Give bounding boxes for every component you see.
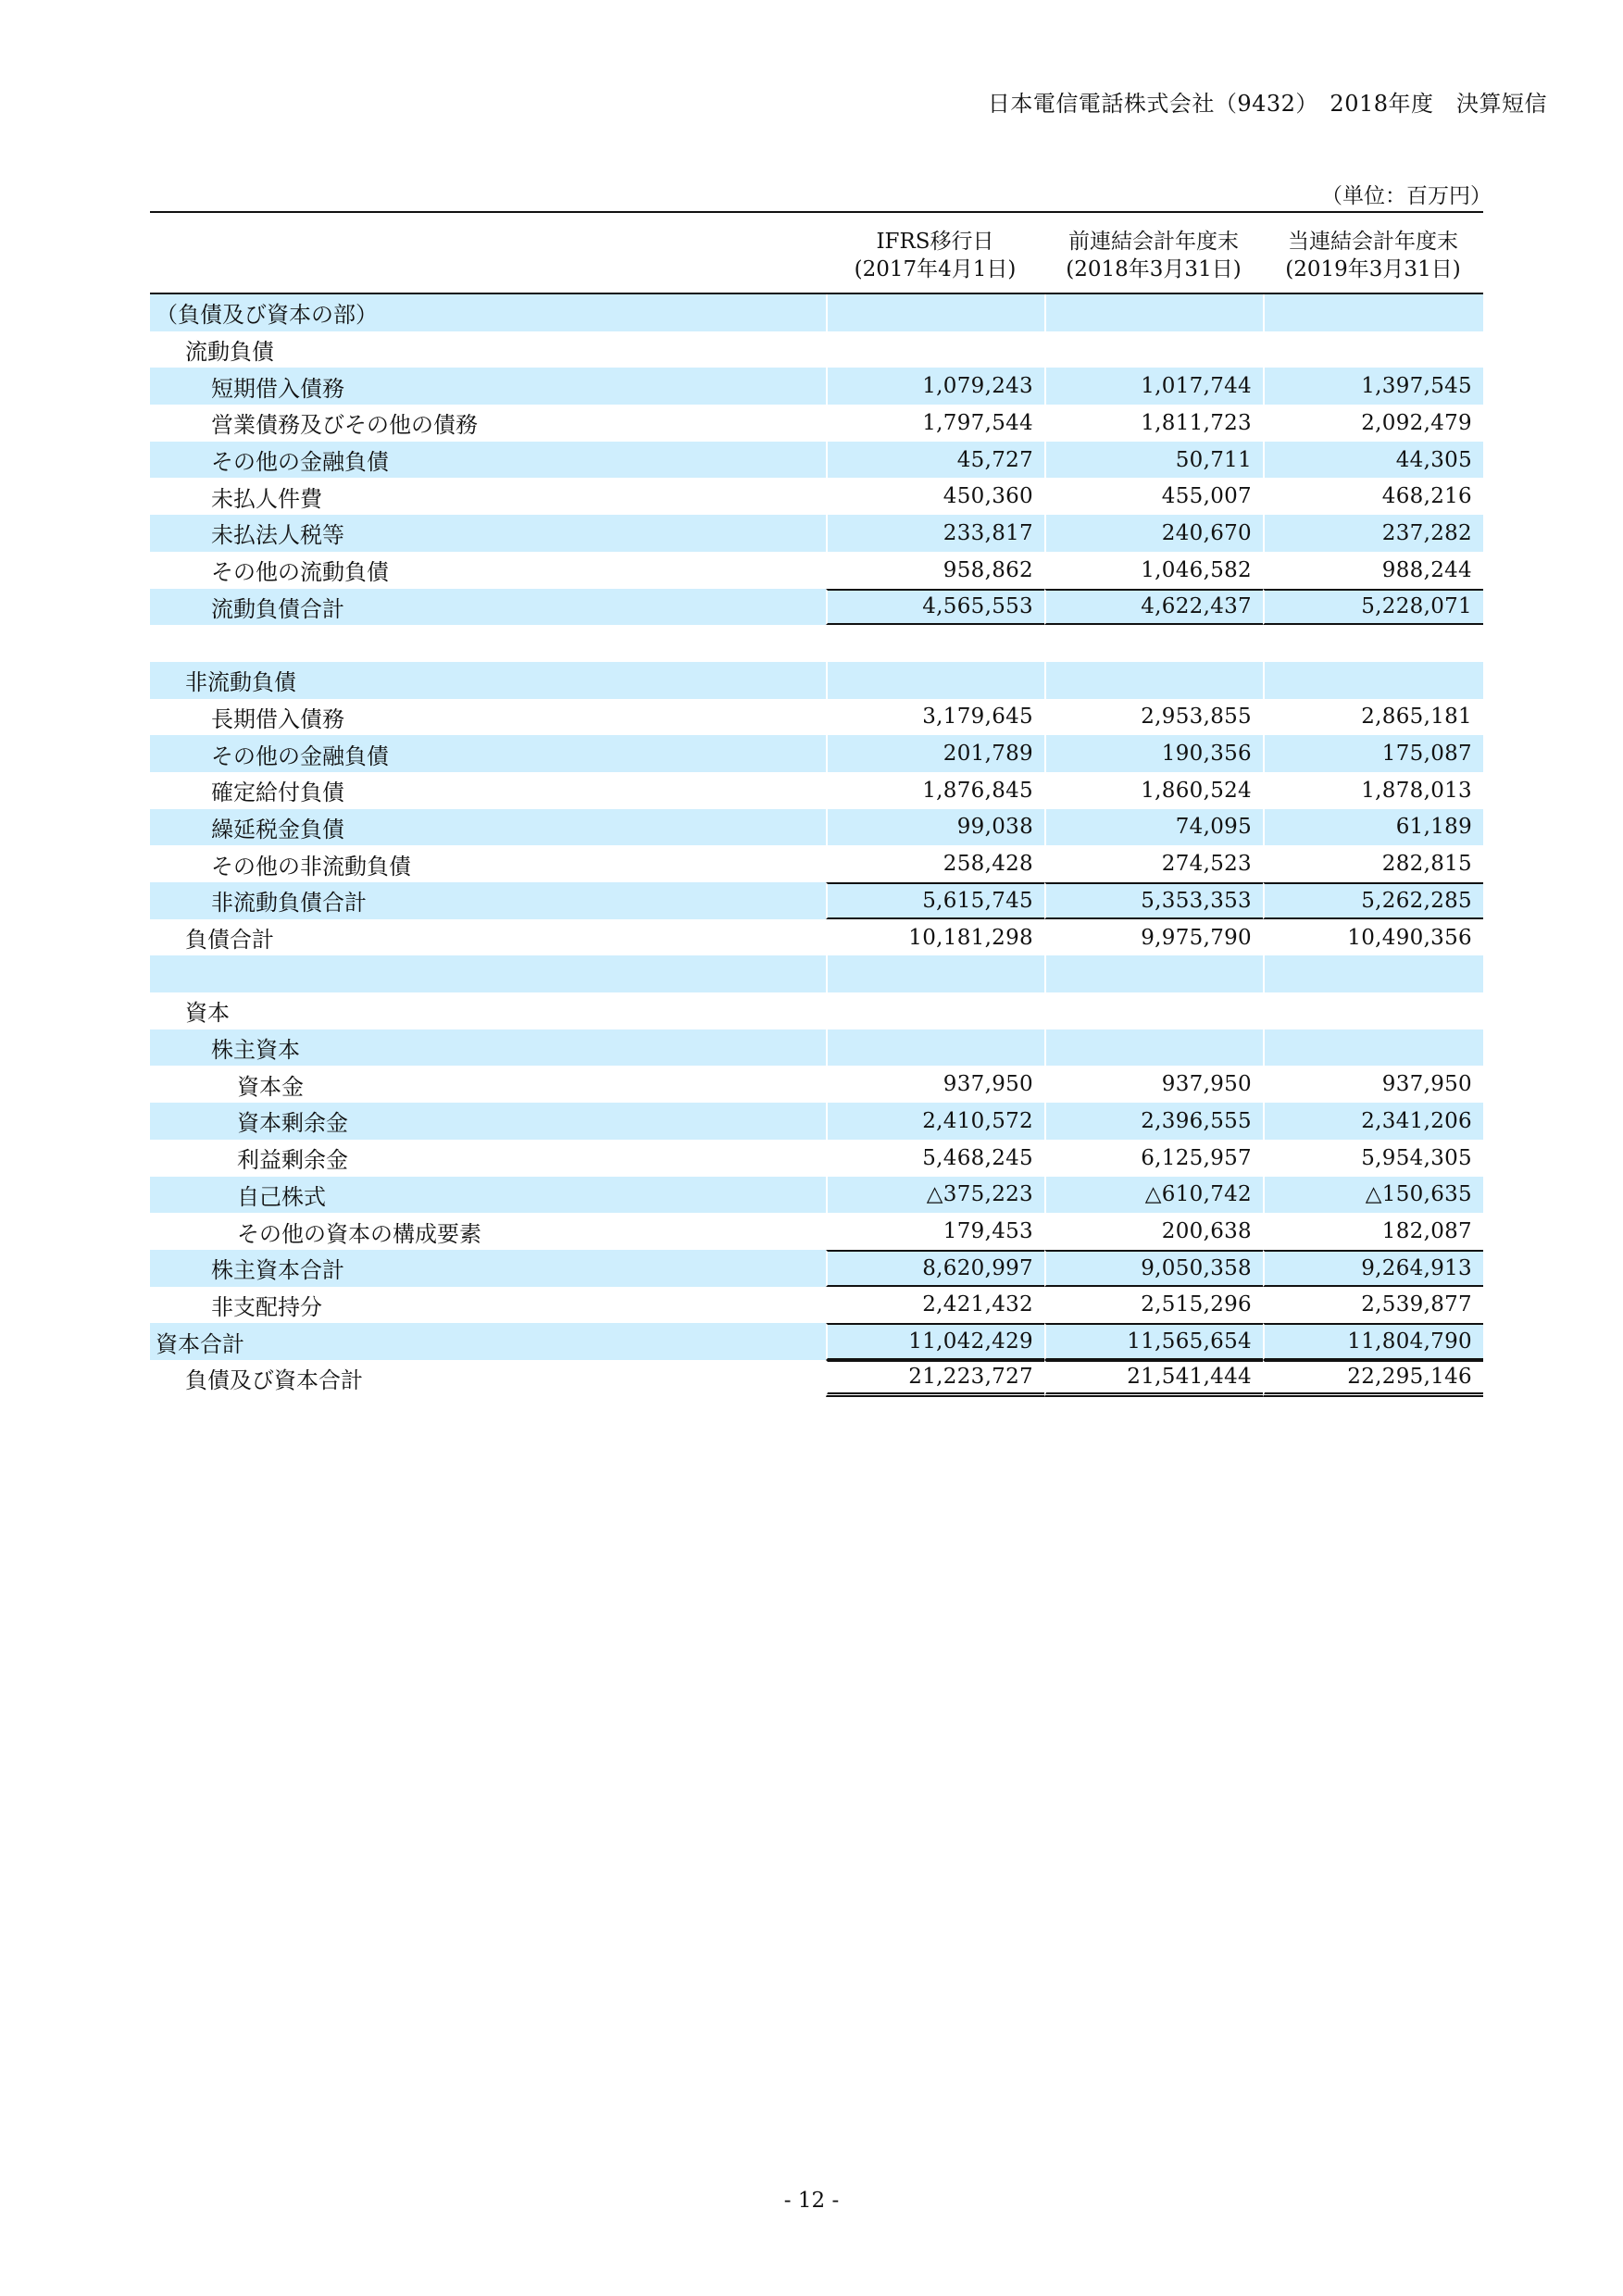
total-row-liabilities: 負債合計 10,181,298 9,975,790 10,490,356	[150, 919, 1483, 956]
subtotal-row-current-liabilities: 流動負債合計 4,565,553 4,622,437 5,228,071	[150, 589, 1483, 626]
table-row: その他の非流動負債 258,428 274,523 282,815	[150, 845, 1483, 882]
total-row-equity: 資本合計 11,042,429 11,565,654 11,804,790	[150, 1323, 1483, 1360]
table-row: その他の資本の構成要素 179,453 200,638 182,087	[150, 1213, 1483, 1250]
document-header: 日本電信電話株式会社（9432） 2018年度 決算短信	[987, 91, 1547, 117]
section-heading-non-current-liabilities: 非流動負債	[150, 662, 1483, 699]
balance-sheet-table	[150, 211, 1483, 1397]
table-row: 資本金 937,950 937,950 937,950	[150, 1066, 1483, 1103]
page-number: - 12 -	[783, 2189, 840, 2213]
table-row: 非支配持分 2,421,432 2,515,296 2,539,877	[150, 1287, 1483, 1324]
section-heading-equity: 資本	[150, 992, 1483, 1029]
table-row: 資本剰余金 2,410,572 2,396,555 2,341,206	[150, 1103, 1483, 1140]
table-row: 短期借入債務 1,079,243 1,017,744 1,397,545	[150, 368, 1483, 405]
table-row: 未払人件費 450,360 455,007 468,216	[150, 478, 1483, 515]
column-header-row	[150, 213, 1483, 294]
section-heading-shareholders-equity: 株主資本	[150, 1029, 1483, 1067]
subtotal-row-non-current-liabilities: 非流動負債合計 5,615,745 5,353,353 5,262,285	[150, 882, 1483, 919]
row-spacer	[150, 955, 1483, 992]
column-header-prior-year-end: 前連結会計年度末 (2018年3月31日)	[1066, 230, 1242, 281]
column-header-current-year-end: 当連結会計年度末 (2019年3月31日)	[1285, 230, 1461, 281]
table-row: 営業債務及びその他の債務 1,797,544 1,811,723 2,092,479	[150, 405, 1483, 442]
column-header-blank	[150, 213, 826, 293]
section-heading-liabilities-equity: （負債及び資本の部）	[150, 294, 1483, 331]
table-row: 未払法人税等 233,817 240,670 237,282	[150, 515, 1483, 552]
grand-total-row: 負債及び資本合計 21,223,727 21,541,444 22,295,146	[150, 1360, 1483, 1397]
column-header-ifrs-transition: IFRS移行日 (2017年4月1日)	[854, 230, 1017, 281]
section-heading-current-liabilities: 流動負債	[150, 331, 1483, 368]
subtotal-row-shareholders-equity: 株主資本合計 8,620,997 9,050,358 9,264,913	[150, 1250, 1483, 1287]
table-row: 長期借入債務 3,179,645 2,953,855 2,865,181	[150, 699, 1483, 736]
table-row: その他の金融負債 201,789 190,356 175,087	[150, 735, 1483, 772]
table-row: 利益剰余金 5,468,245 6,125,957 5,954,305	[150, 1140, 1483, 1177]
table-row: その他の金融負債 45,727 50,711 44,305	[150, 442, 1483, 479]
unit-label: （単位：百万円）	[1321, 184, 1492, 208]
row-spacer	[150, 625, 1483, 662]
table-row: 繰延税金負債 99,038 74,095 61,189	[150, 809, 1483, 846]
table-row: 自己株式 △375,223 △610,742 △150,635	[150, 1177, 1483, 1214]
table-row: その他の流動負債 958,862 1,046,582 988,244	[150, 552, 1483, 589]
table-row: 確定給付負債 1,876,845 1,860,524 1,878,013	[150, 772, 1483, 809]
